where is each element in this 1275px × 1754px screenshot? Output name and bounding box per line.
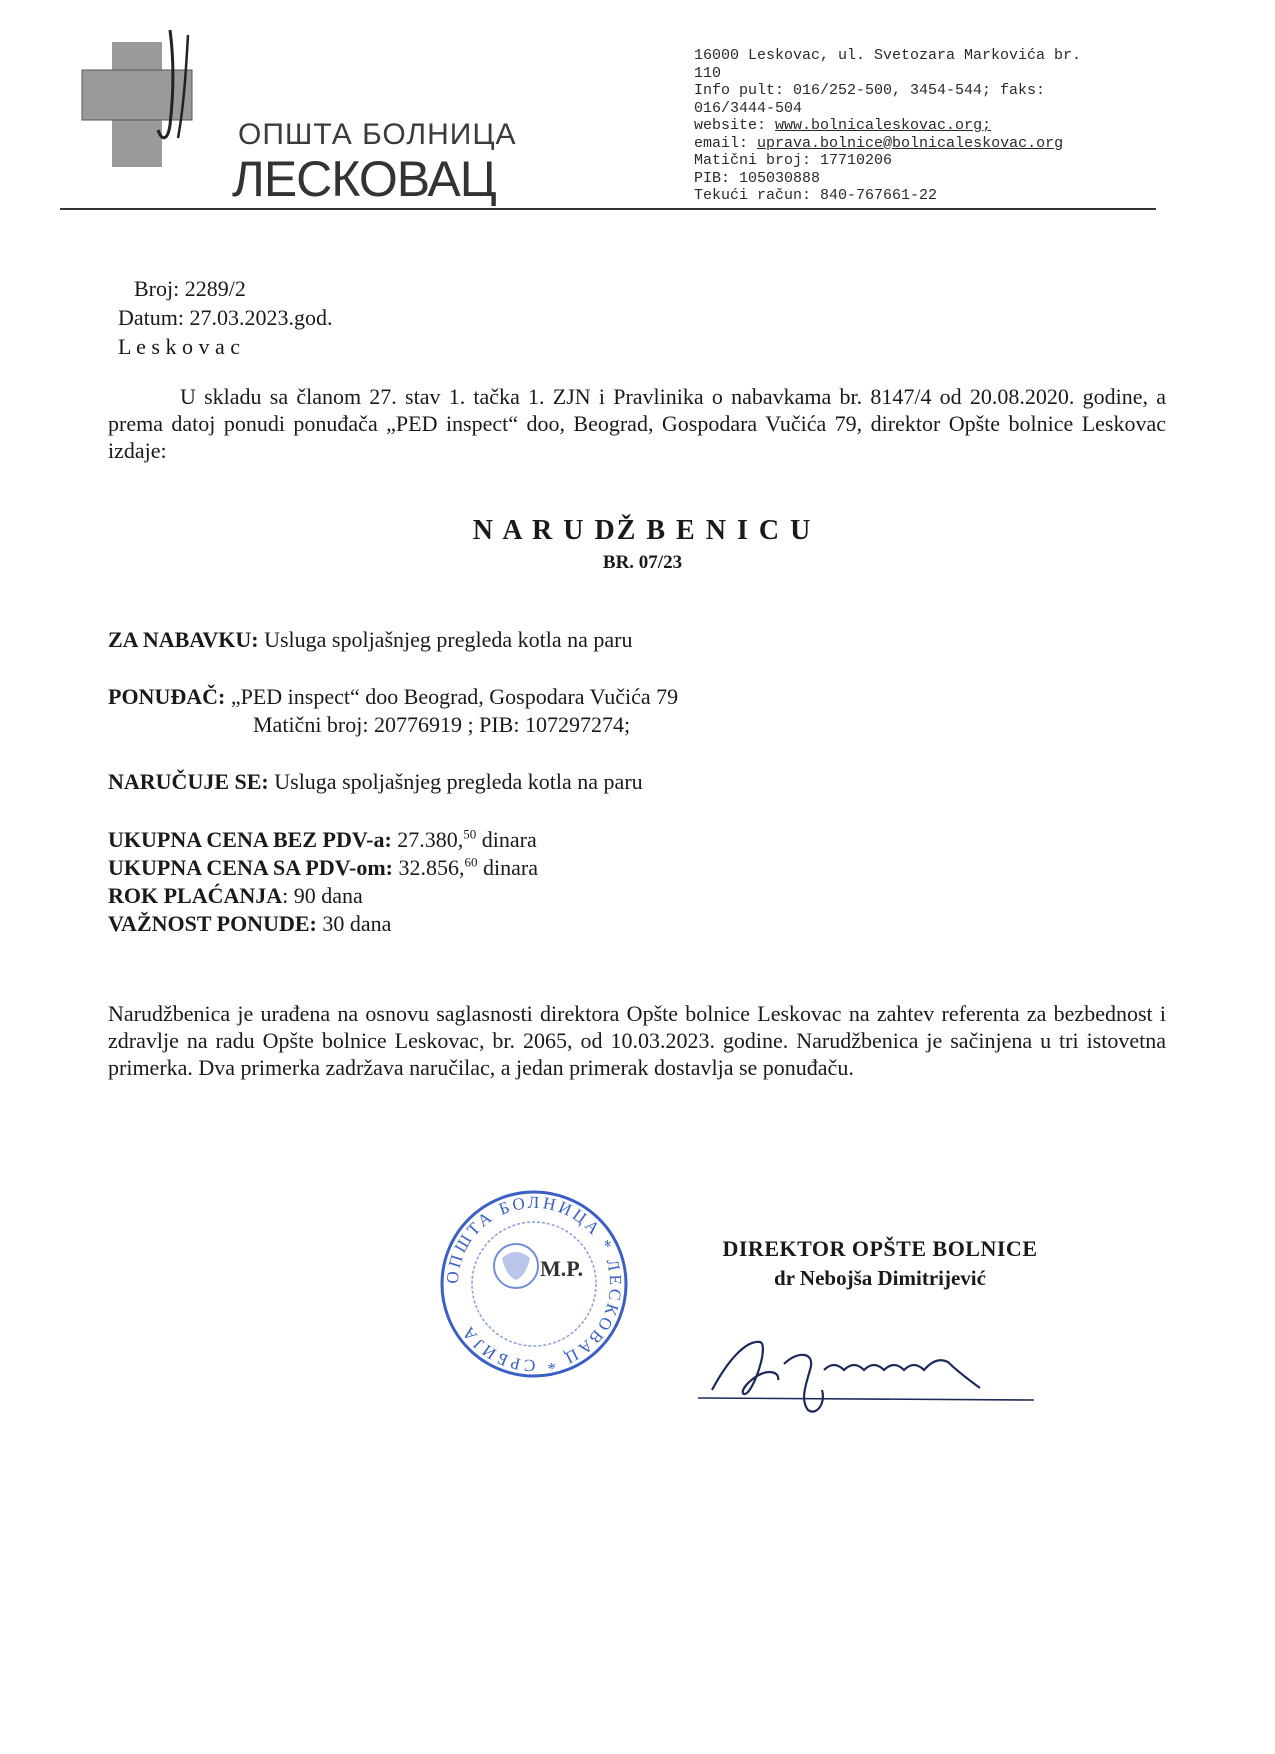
intro-paragraph: U skladu sa članom 27. stav 1. tačka 1. ZJN i Pravlinika o nabavkama br. 8147/4 od 20.08.2020. godine, a prema datoj ponudi ponuđača „PED inspect“ doo, Beograd, Gospodara Vučića 79, direktor Opšte bolnice Leskovac izdaje:: [108, 384, 1166, 463]
field-label: NARUČUJE SE:: [108, 769, 269, 794]
ponudjac-ids: Matični broj: 20776919 ; PIB: 107297274;: [253, 712, 631, 737]
field-za-nabavku: [108, 626, 632, 654]
website-label: website:: [694, 117, 767, 134]
closing-paragraph: Narudžbenica je urađena na osnovu saglasnosti direktora Opšte bolnice Leskovac na zahtev referenta za bezbednost i zdravlje na radu Opšte bolnice Leskovac, br. 2065, od 10.03.2023. godine. Narudžbenica je sačinjena u tri istovetna primerka. Dva primerka zadržava naručilac, a jedan primerak dostavlja se ponuđaču.: [108, 1001, 1166, 1080]
signature-title: DIREKTOR OPŠTE BOLNICE: [722, 1236, 1038, 1261]
header-contact-block: [694, 47, 1134, 205]
handwritten-signature: [698, 1320, 1048, 1420]
cross-logo-icon: [70, 30, 220, 170]
signature-scribble-icon: [698, 1320, 1048, 1420]
document-number: Broj: 2289/2: [134, 276, 246, 301]
field-rok-placanja: [108, 882, 363, 910]
tekuci-racun: Tekući račun: 840-767661-22: [694, 187, 938, 204]
address-line2: 110: [694, 64, 722, 82]
address-line1: 16000 Leskovac, ul. Svetozara Markovića br.: [694, 47, 1082, 64]
document-title: N A R U DŽ B E N I C U: [472, 515, 813, 546]
field-ponudjac: [108, 683, 678, 711]
website-line: [694, 117, 1134, 135]
website-link[interactable]: www.bolnicaleskovac.org;: [775, 117, 992, 134]
field-label: VAŽNOST PONUDE:: [108, 911, 317, 936]
field-value: : 90 dana: [282, 883, 363, 908]
field-unit: dinara: [482, 855, 538, 880]
field-value: Usluga spoljašnjeg pregleda kotla na paru: [274, 769, 643, 794]
field-label: ZA NABAVKU:: [108, 627, 259, 652]
info-line1: Info pult: 016/252-500, 3454-544; faks:: [694, 82, 1046, 99]
pib: PIB: 105030888: [694, 169, 821, 187]
field-label: ROK PLAĆANJA: [108, 883, 283, 908]
institution-name-line1: ОПШТА БОЛНИЦА: [238, 118, 517, 151]
stamp-seal-icon: [436, 1186, 632, 1382]
field-label: PONUĐAČ:: [108, 684, 226, 709]
mp-label: M.P.: [540, 1256, 584, 1281]
document-place: L e s k o v a c: [118, 334, 240, 359]
meta-block: [118, 274, 333, 361]
field-value: „PED inspect“ doo Beograd, Gospodara Vučića 79: [230, 684, 679, 709]
field-value-decimals: 60: [464, 854, 478, 870]
email-link[interactable]: uprava.bolnice@bolnicaleskovac.org: [757, 134, 1064, 152]
field-unit: dinara: [481, 827, 537, 852]
institution-name-line2: ЛЕСКОВАЦ: [232, 151, 496, 207]
field-value-decimals: 50: [463, 826, 477, 842]
info-line2: 016/3444-504: [694, 99, 803, 117]
field-value: 30 dana: [322, 911, 392, 936]
field-value: 32.856,: [398, 855, 465, 880]
field-narucuje-se: [108, 768, 643, 796]
document-date: Datum: 27.03.2023.god.: [118, 305, 333, 330]
header-divider: [60, 208, 1156, 210]
field-cena-sa-pdv: [108, 854, 538, 882]
maticni-broj: Matični broj: 17710206: [694, 152, 893, 169]
field-vaznost-ponude: [108, 910, 391, 938]
signature-name: dr Nebojša Dimitrijević: [774, 1266, 986, 1290]
official-stamp: [436, 1186, 632, 1382]
email-line: [694, 135, 1134, 153]
field-label: UKUPNA CENA BEZ PDV-a:: [108, 827, 392, 852]
field-value: 27.380,: [397, 827, 464, 852]
stamp-ring-text: ОПШТА БОЛНИЦА * ЛЕСКОВАЦ * СРБИЈА: [442, 1192, 626, 1376]
field-label: UKUPNA CENA SA PDV-om:: [108, 855, 393, 880]
field-cena-bez-pdv: [108, 826, 537, 854]
document-title-number: BR. 07/23: [602, 552, 683, 573]
hospital-logo: [70, 30, 220, 170]
field-value: Usluga spoljašnjeg pregleda kotla na paru: [264, 627, 633, 652]
email-label: email:: [694, 134, 749, 152]
